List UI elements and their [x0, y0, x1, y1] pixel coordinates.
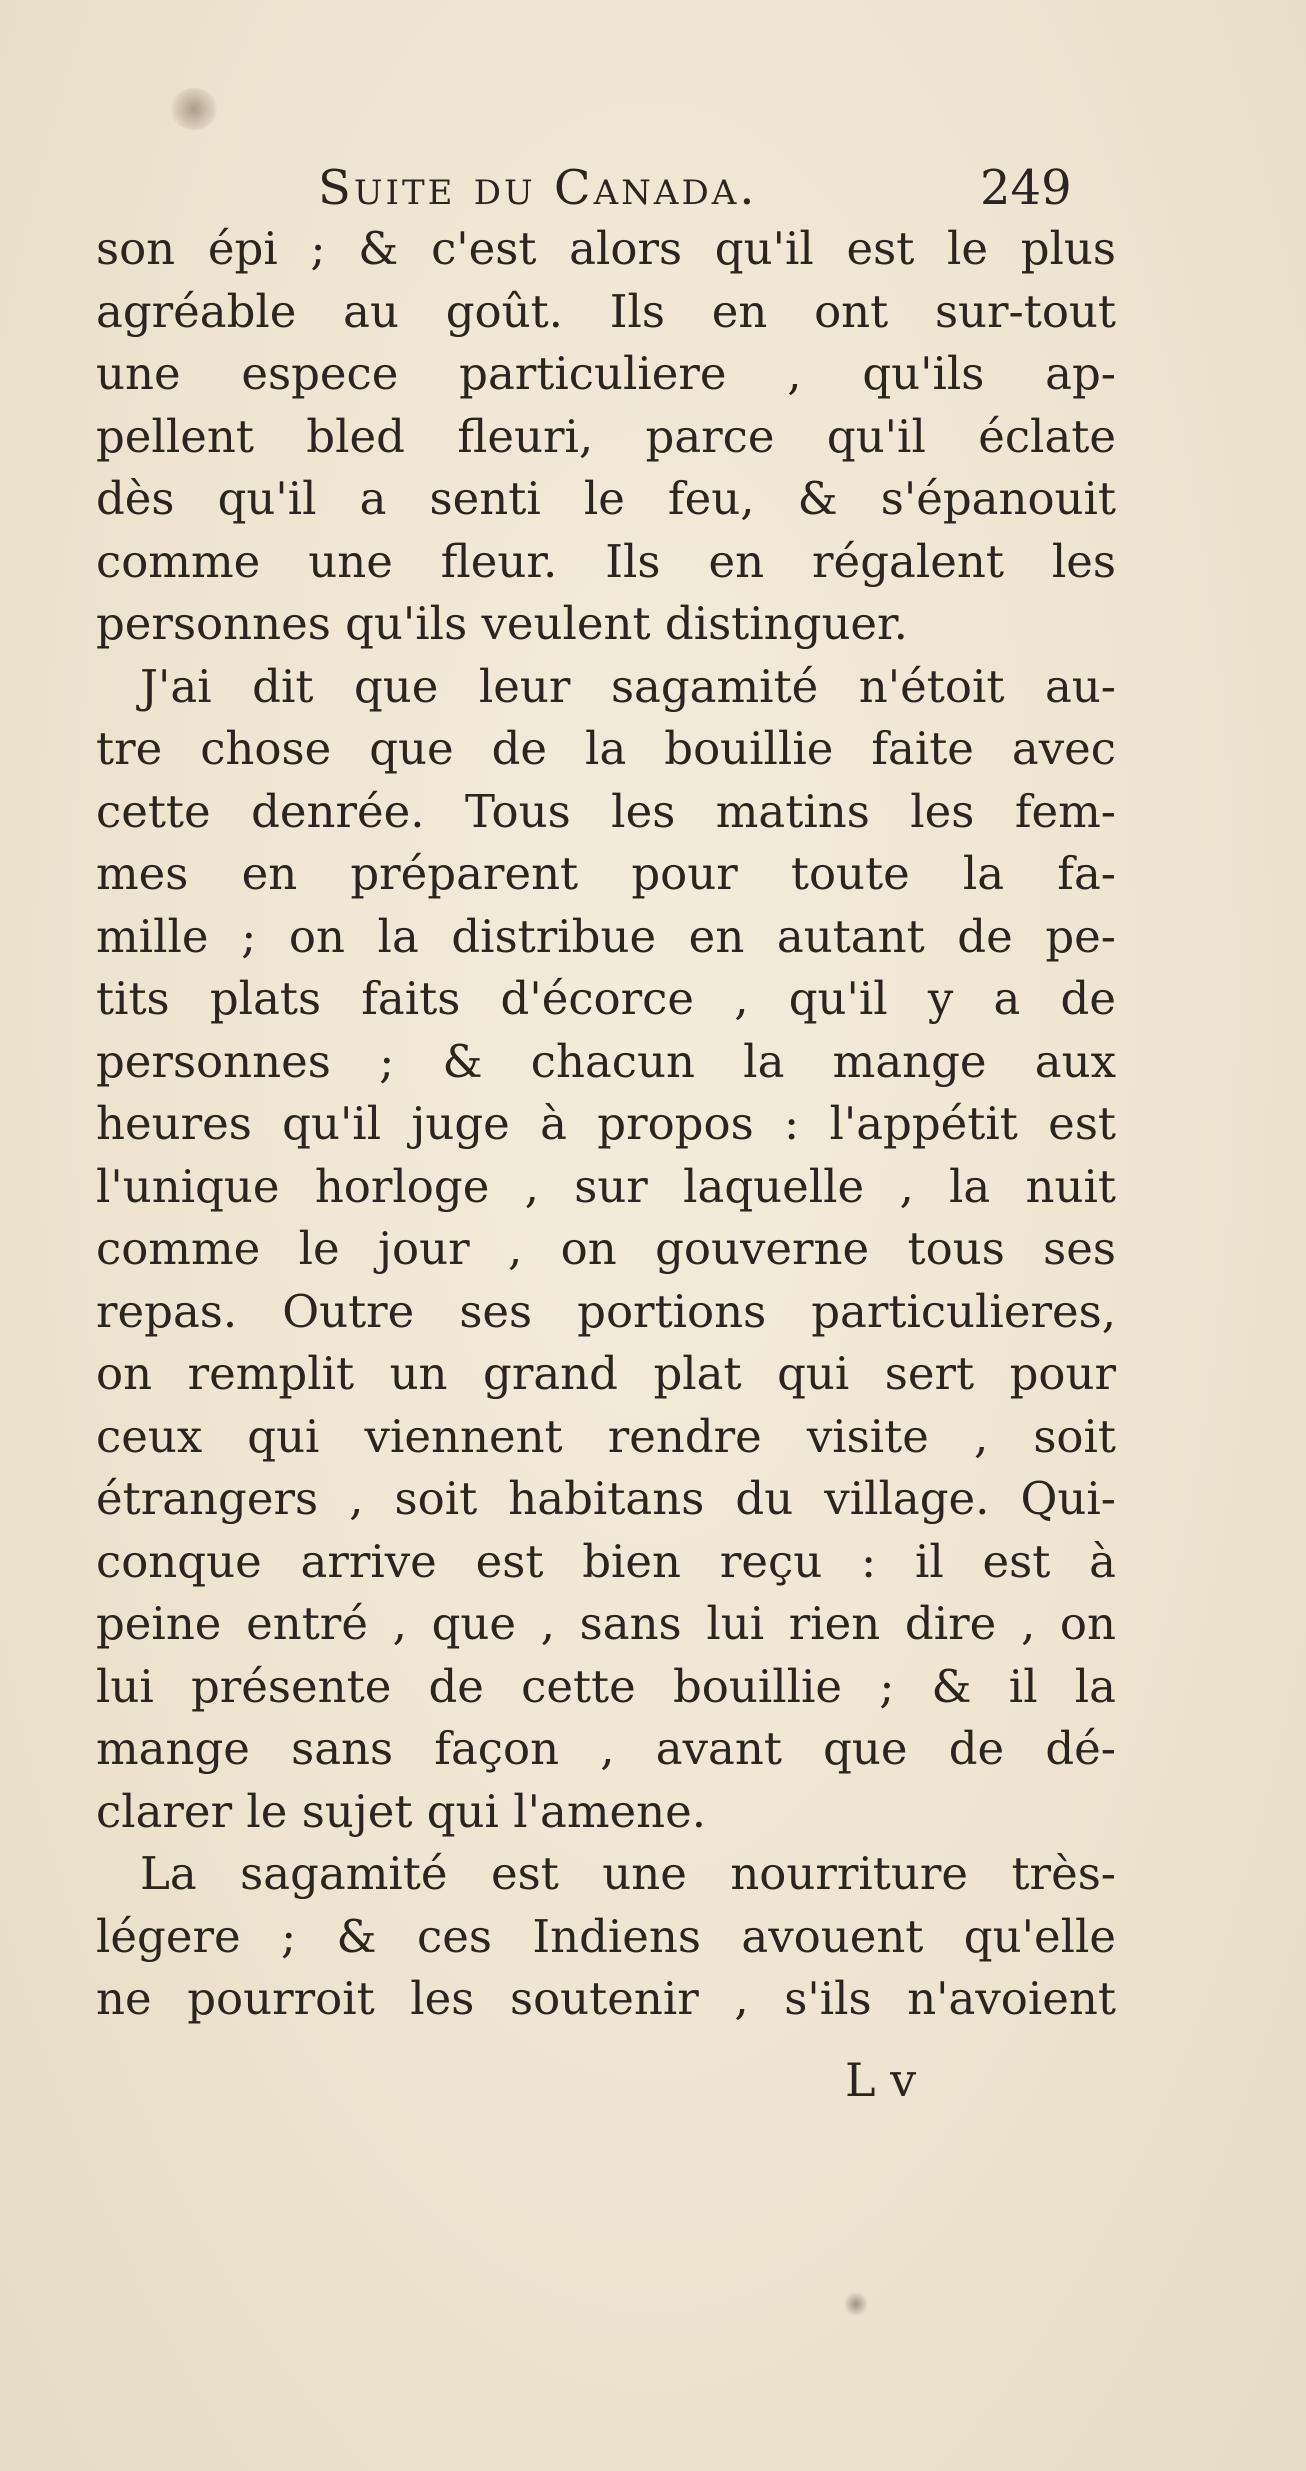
text-line: lui présente de cette bouillie ; & il la: [96, 1659, 1116, 1713]
text-line: l'unique horloge , sur laquelle , la nuit: [96, 1159, 1116, 1213]
paragraph-start: La sagamité est une nourriture très-: [140, 1847, 1116, 1900]
text-line: légere ; & ces Indiens avouent qu'elle: [96, 1909, 1116, 1963]
page-number: 249: [980, 160, 1072, 216]
text-line: tits plats faits d'écorce , qu'il y a de: [96, 972, 1116, 1025]
text-line: mes en préparent pour toute la fa-: [96, 847, 1116, 900]
text-line: clarer le sujet qui l'amene.: [96, 1784, 707, 1838]
text-line: personnes qu'ils veulent distinguer.: [96, 597, 908, 650]
body-text: [96, 218, 1116, 2031]
text-line: mange sans façon , avant que de dé-: [96, 1722, 1116, 1775]
text-line: peine entré , que , sans lui rien dire , on: [96, 1597, 1116, 1650]
ink-smudge: [170, 88, 218, 130]
text-line: cette denrée. Tous les matins les fem-: [96, 784, 1116, 838]
text-line: comme une fleur. Ils en régalent les: [96, 534, 1116, 588]
text-line: ceux qui viennent rendre visite , soit: [96, 1409, 1116, 1463]
running-title: Suite du Canada.: [318, 160, 758, 216]
page-header: [0, 158, 1306, 218]
text-line: on remplit un grand plat qui sert pour: [96, 1347, 1116, 1400]
text-line: dès qu'il a senti le feu, & s'épanouit: [96, 472, 1116, 525]
text-line: comme le jour , on gouverne tous ses: [96, 1222, 1116, 1275]
text-line: heures qu'il juge à propos : l'appétit est: [96, 1097, 1116, 1150]
text-line: une espece particuliere , qu'ils ap-: [96, 347, 1116, 400]
catchword: L v: [845, 2053, 917, 2107]
paragraph-start: J'ai dit que leur sagamité n'étoit au-: [140, 659, 1116, 713]
text-line: mille ; on la distribue en autant de pe-: [96, 909, 1116, 963]
text-line: étrangers , soit habitans du village. Qui-: [96, 1472, 1116, 1525]
text-line: agréable au goût. Ils en ont sur-tout: [96, 284, 1116, 338]
text-line: pellent bled fleuri, parce qu'il éclate: [96, 409, 1116, 463]
text-line: repas. Outre ses portions particulieres,: [96, 1284, 1116, 1338]
text-line: tre chose que de la bouillie faite avec: [96, 722, 1116, 775]
text-line: son épi ; & c'est alors qu'il est le plus: [96, 222, 1116, 275]
text-line: conque arrive est bien reçu : il est à: [96, 1534, 1116, 1588]
ink-speck: [845, 2290, 867, 2318]
text-line: personnes ; & chacun la mange aux: [96, 1034, 1116, 1088]
text-line: ne pourroit les soutenir , s'ils n'avoient: [96, 1972, 1116, 2025]
